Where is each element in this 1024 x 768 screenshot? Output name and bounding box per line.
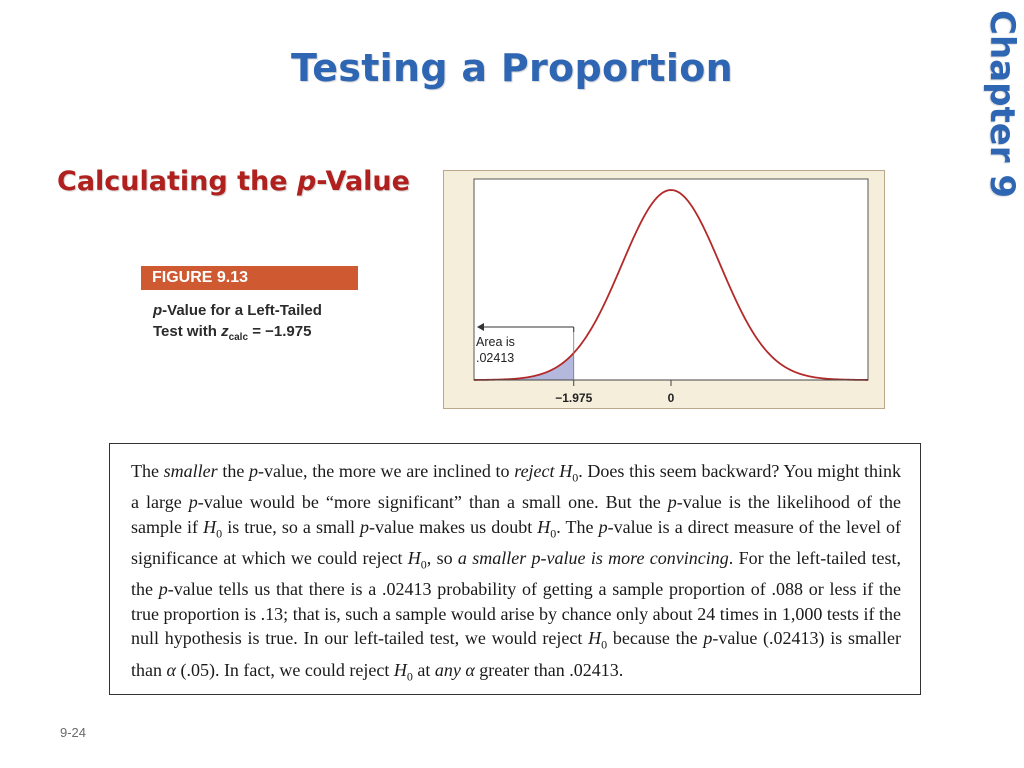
chapter-label-text: Chapter 9 — [982, 10, 1022, 199]
body-segment: 0 — [550, 526, 557, 541]
body-segment: smaller — [163, 461, 218, 481]
body-segment: 0 — [406, 669, 413, 684]
body-segment: p — [158, 579, 168, 600]
body-segment: reject H — [514, 461, 573, 481]
body-segment: -value is a direct measure of the level of significance at which we could reject — [131, 516, 902, 568]
body-segment: 0 — [216, 526, 223, 541]
body-segment: is true, so a small — [222, 516, 361, 537]
explanation-paragraph — [131, 459, 901, 689]
chapter-label — [964, 10, 1024, 230]
body-segment: H — [393, 659, 407, 680]
body-segment: -value makes us doubt — [369, 516, 538, 537]
body-segment: . For the left-tailed test, the — [131, 547, 901, 600]
chart-svg — [444, 171, 886, 410]
body-segment: p — [667, 492, 677, 513]
body-segment: a smaller p-value is more convincing — [457, 547, 729, 568]
body-segment: because the — [607, 628, 704, 649]
body-segment: -value, the more we are inclined to — [258, 461, 515, 481]
caption-z: z — [221, 323, 229, 340]
body-segment: H — [203, 516, 217, 537]
body-segment: p — [703, 628, 713, 649]
figure-caption — [153, 300, 368, 348]
caption-line2-suffix: = −1.975 — [248, 323, 312, 340]
figure-caption-line1 — [153, 300, 368, 321]
slide-title: Testing a Proportion — [291, 46, 733, 90]
body-segment: the — [217, 461, 250, 481]
body-segment: p — [360, 516, 370, 537]
body-segment: -value tells us that there is a .02413 probability of getting a sample proportion of .088 or less if the true proportion is .13; that is, such a sample would arise by chance only about 24 times in 1,000 tests if the null hypothesis is true. In our left-tailed test, we would reject — [131, 579, 901, 649]
body-segment: p — [249, 461, 259, 481]
body-segment: greater than .02413. — [474, 659, 624, 680]
body-segment: -value is the likelihood of the sample if — [131, 492, 902, 537]
body-segment: 0 — [420, 557, 427, 572]
body-segment: 0 — [601, 637, 608, 652]
body-segment: The — [131, 461, 164, 481]
normal-curve-chart — [443, 170, 885, 409]
caption-sub: calc — [228, 332, 249, 343]
body-segment: , so — [426, 547, 458, 568]
caption-line2-prefix: Test with — [153, 323, 222, 340]
body-segment: α — [166, 659, 176, 680]
body-segment: p — [598, 516, 608, 537]
subtitle-suffix: -Value — [316, 166, 410, 197]
x-tick-label: −1.975 — [555, 391, 593, 405]
figure-caption-line2 — [153, 321, 368, 348]
subtitle-italic: p — [296, 166, 317, 197]
body-segment: 0 — [572, 470, 579, 485]
body-segment: H — [537, 516, 551, 537]
explanation-textbox — [109, 443, 921, 695]
section-subtitle — [57, 166, 410, 197]
x-tick-label: 0 — [667, 391, 675, 405]
figure-label: FIGURE 9.13 — [141, 266, 358, 290]
body-segment: H — [407, 547, 421, 568]
body-segment: H — [588, 628, 602, 649]
plot-area — [474, 179, 868, 380]
area-annotation-text: Area is — [476, 335, 515, 349]
body-segment: (.05). In fact, we could reject — [175, 659, 394, 680]
body-segment: -value (.02413) is smaller than — [131, 628, 902, 680]
body-segment: p — [188, 492, 198, 513]
body-segment: any α — [434, 659, 475, 680]
subtitle-prefix: Calculating the — [57, 166, 297, 197]
body-segment: . The — [556, 516, 599, 537]
body-segment: . Does this seem backward? You might think a large — [131, 461, 901, 513]
body-segment: -value would be “more significant” than a small one. But the — [197, 492, 668, 513]
caption-p: p — [153, 302, 163, 319]
caption-line1-rest: -Value for a Left-Tailed — [162, 302, 322, 319]
area-annotation-text: .02413 — [476, 351, 515, 365]
slide-number: 9-24 — [60, 725, 87, 740]
body-segment: at — [412, 659, 435, 680]
